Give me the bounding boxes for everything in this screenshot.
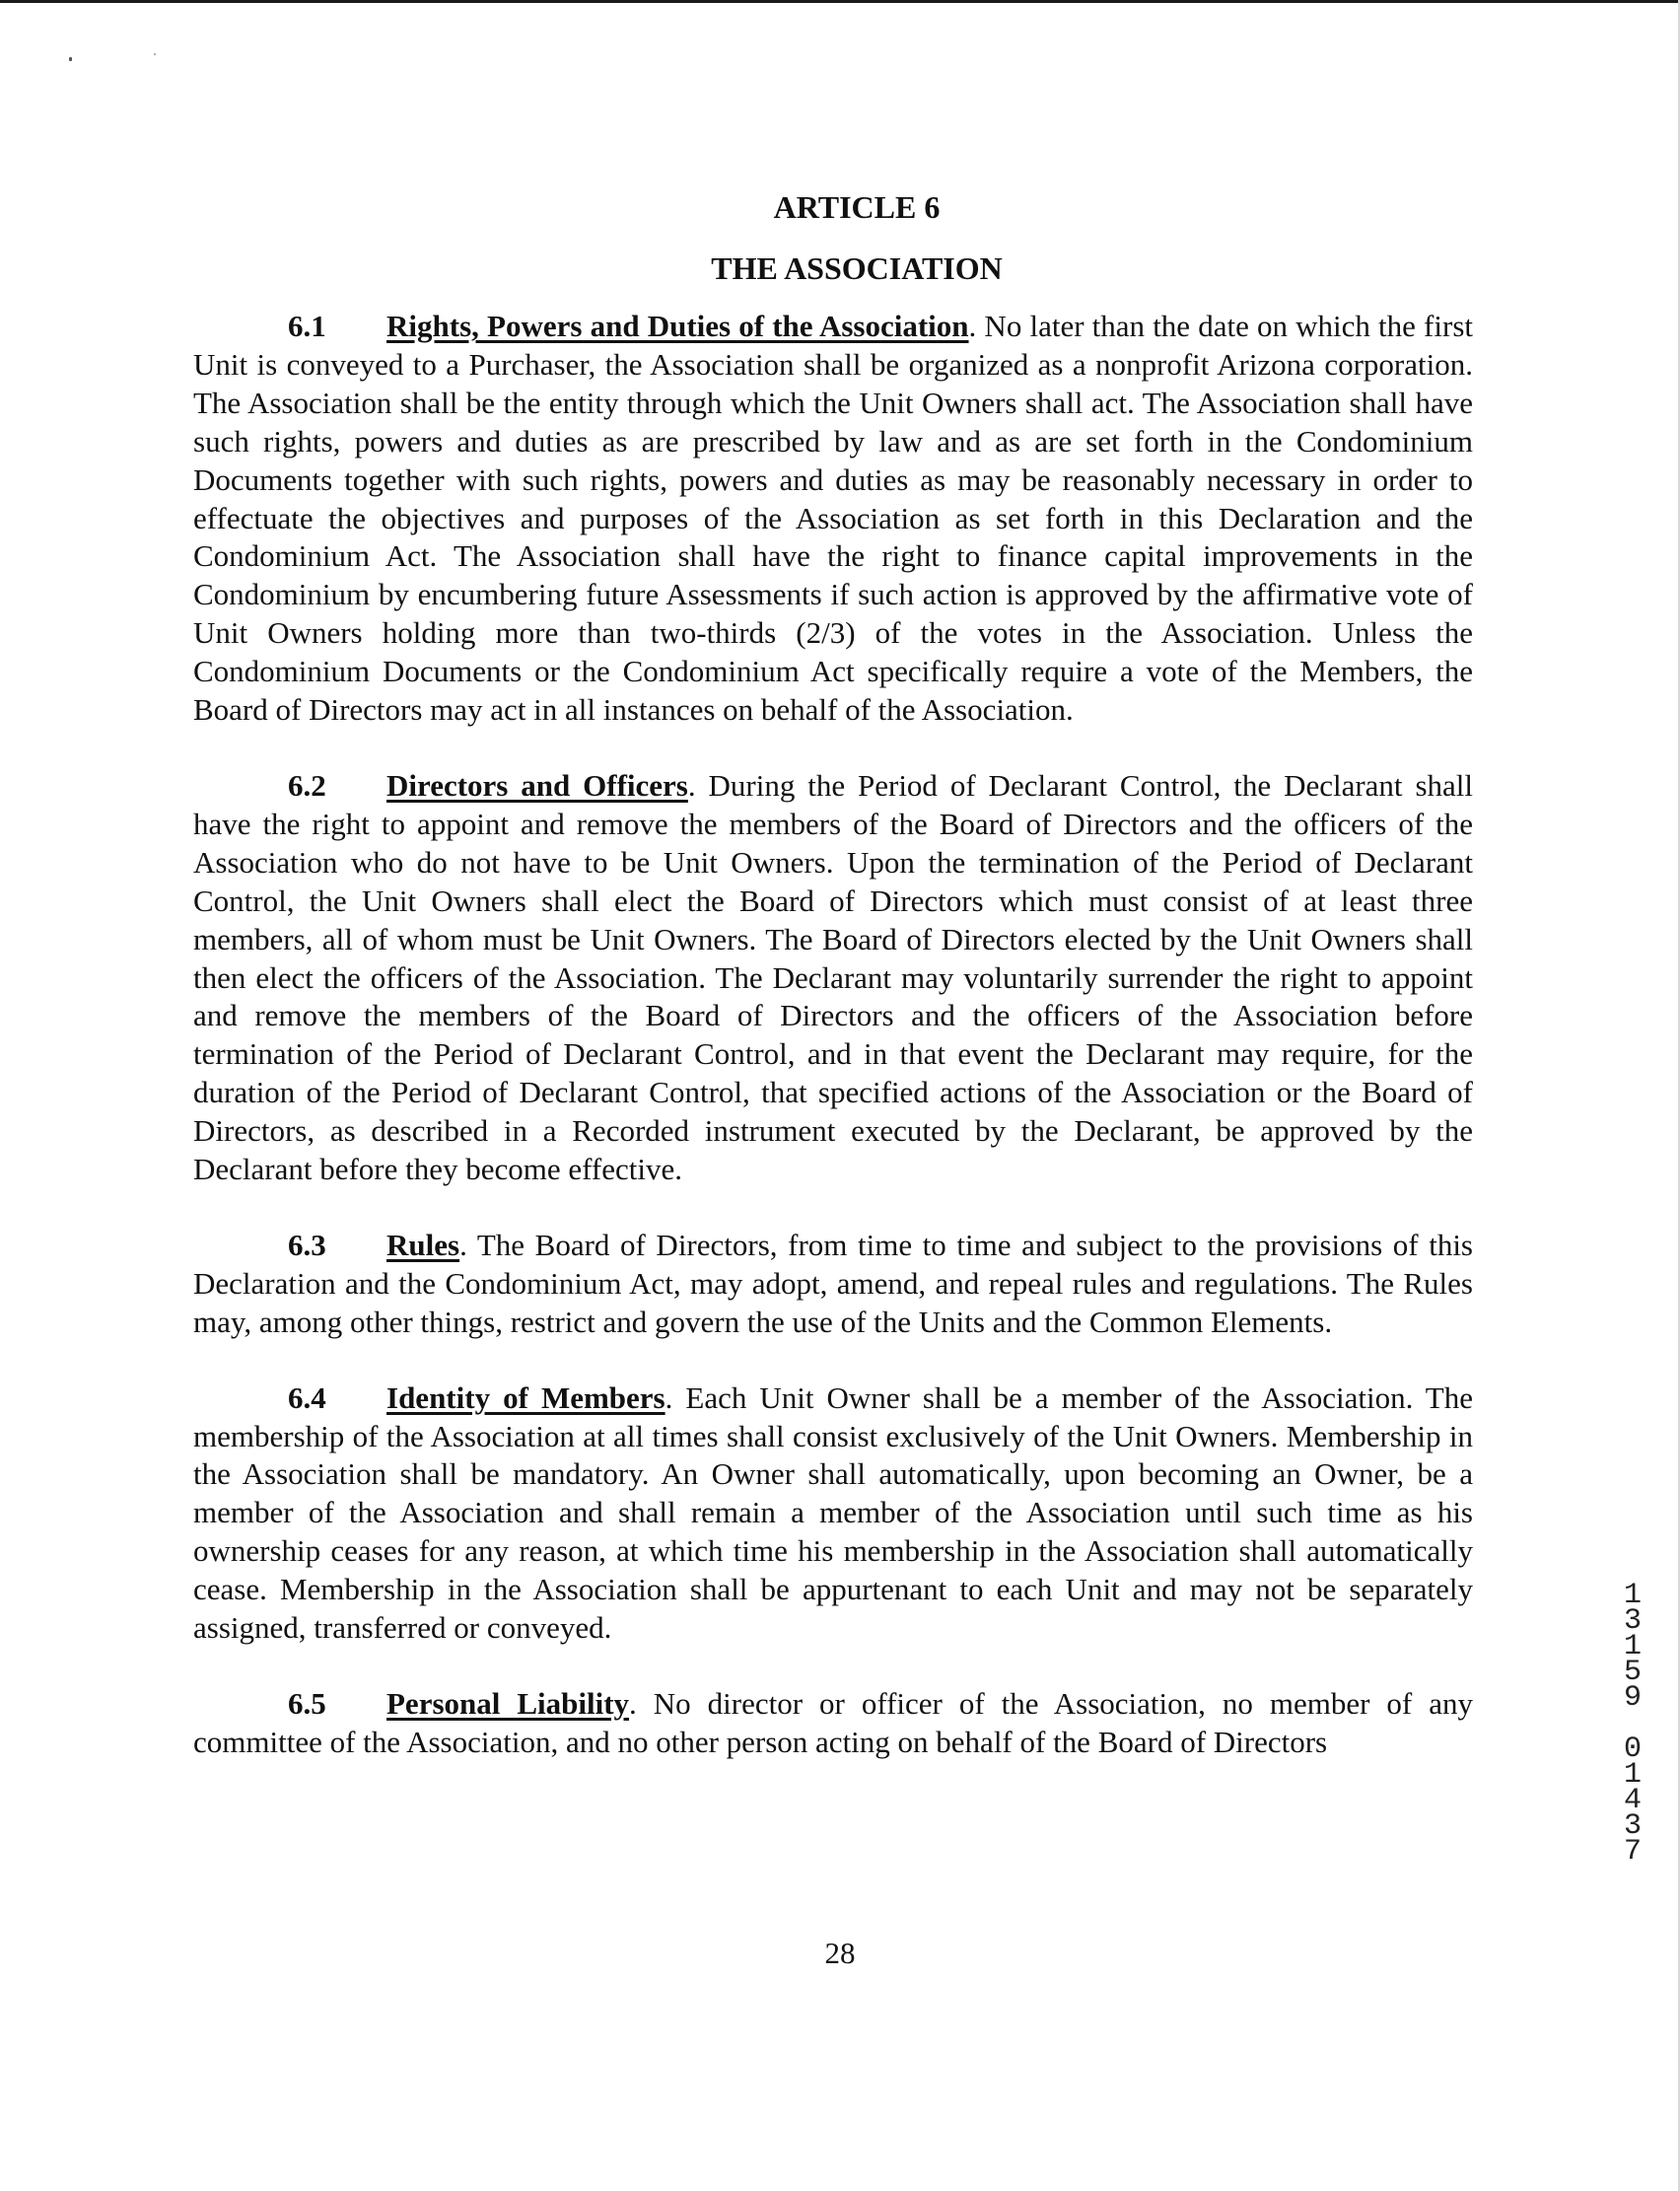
section-body: . Each Unit Owner shall be a member of the Association. The membership of the Association at all times shall consist exclusively of the Unit Owners. Membership in the Association shall be mandatory. An Owner shall automatically, upon becoming an Owner, be a member of the Association and shall remain a member of the Association until such time as his ownership ceases for any reason, at which time his membership in the Association shall automatically cease. Membership in the Association shall be appurtenant to each Unit and may not be separately assigned, transferred or conveyed. bbox=[193, 1379, 1473, 1646]
section-6-1 bbox=[193, 308, 1473, 730]
section-number: 6.3 bbox=[288, 1227, 326, 1262]
section-6-3 bbox=[193, 1227, 1473, 1342]
section-heading: Rights, Powers and Duties of the Association bbox=[386, 309, 969, 343]
section-body: . During the Period of Declarant Control, the Declarant shall have the right to appoint and remove the members of the Board of Directors and the officers of the Association who do not have to be Unit Owners. Upon the termination of the Period of Declarant Control, the Unit Owners shall elect the Board of Directors which must consist of at least three members, all of whom must be Unit Owners. The Board of Directors elected by the Unit Owners shall then elect the officers of the Association. The Declarant may voluntarily surrender the right to appoint and remove the members of the Board of Directors and the officers of the Association before termination of the Period of Declarant Control, and in that event the Declarant may require, for the duration of the Period of Declarant Control, that specified actions of the Association or the Board of Directors, as described in a Recorded instrument executed by the Declarant, be approved by the Declarant before they become effective. bbox=[193, 767, 1473, 1187]
recording-stamp: 1 3 1 5 9 0 1 4 3 7 bbox=[1623, 1579, 1642, 1869]
document-page bbox=[193, 187, 1473, 1800]
article-title: THE ASSOCIATION bbox=[711, 250, 1003, 286]
scan-speck bbox=[154, 53, 156, 55]
section-number: 6.4 bbox=[288, 1379, 326, 1415]
page-number: 28 bbox=[824, 1936, 856, 1970]
section-body: . No later than the date on which the first Unit is conveyed to a Purchaser, the Association shall be organized as a nonprofit Arizona corporation. The Association shall be the entity through which the Unit Owners shall act. The Association shall have such rights, powers and duties as are prescribed by law and as are set forth in the Condominium Documents together with such rights, powers and duties as may be reasonably necessary in order to effectuate the objectives and purposes of the Association as set forth in this Declaration and the Condominium Act. The Association shall have the right to finance capital improvements in the Condominium by encumbering future Assessments if such action is approved by the affirmative vote of Unit Owners holding more than two-thirds (2/3) of the votes in the Association. Unless the Condominium Documents or the Condominium Act specifically require a vote of the Members, the Board of Directors may act in all instances on behalf of the Association. bbox=[193, 309, 1473, 728]
scan-speck bbox=[69, 57, 72, 61]
section-body: . No director or officer of the Association, no member of any committee of the Association, and no other person acting on behalf of the Board of Directors bbox=[193, 1686, 1473, 1759]
section-number: 6.5 bbox=[288, 1686, 326, 1721]
section-number: 6.1 bbox=[288, 309, 326, 343]
section-heading: Directors and Officers bbox=[386, 767, 688, 803]
scan-edge-top bbox=[0, 0, 1680, 3]
section-heading: Identity of Members bbox=[386, 1379, 665, 1415]
section-6-4 bbox=[193, 1379, 1473, 1648]
section-6-5 bbox=[193, 1685, 1473, 1762]
section-number: 6.2 bbox=[288, 767, 326, 803]
section-heading: Rules bbox=[386, 1227, 460, 1262]
section-body: . The Board of Directors, from time to time and subject to the provisions of this Declaration and the Condominium Act, may adopt, amend, and repeal rules and regulations. The Rules may, among other things, restrict and govern the use of the Units and the Common Elements. bbox=[193, 1227, 1473, 1339]
article-number: ARTICLE 6 bbox=[773, 189, 941, 225]
section-6-2 bbox=[193, 767, 1473, 1189]
section-heading: Personal Liability bbox=[386, 1686, 630, 1721]
